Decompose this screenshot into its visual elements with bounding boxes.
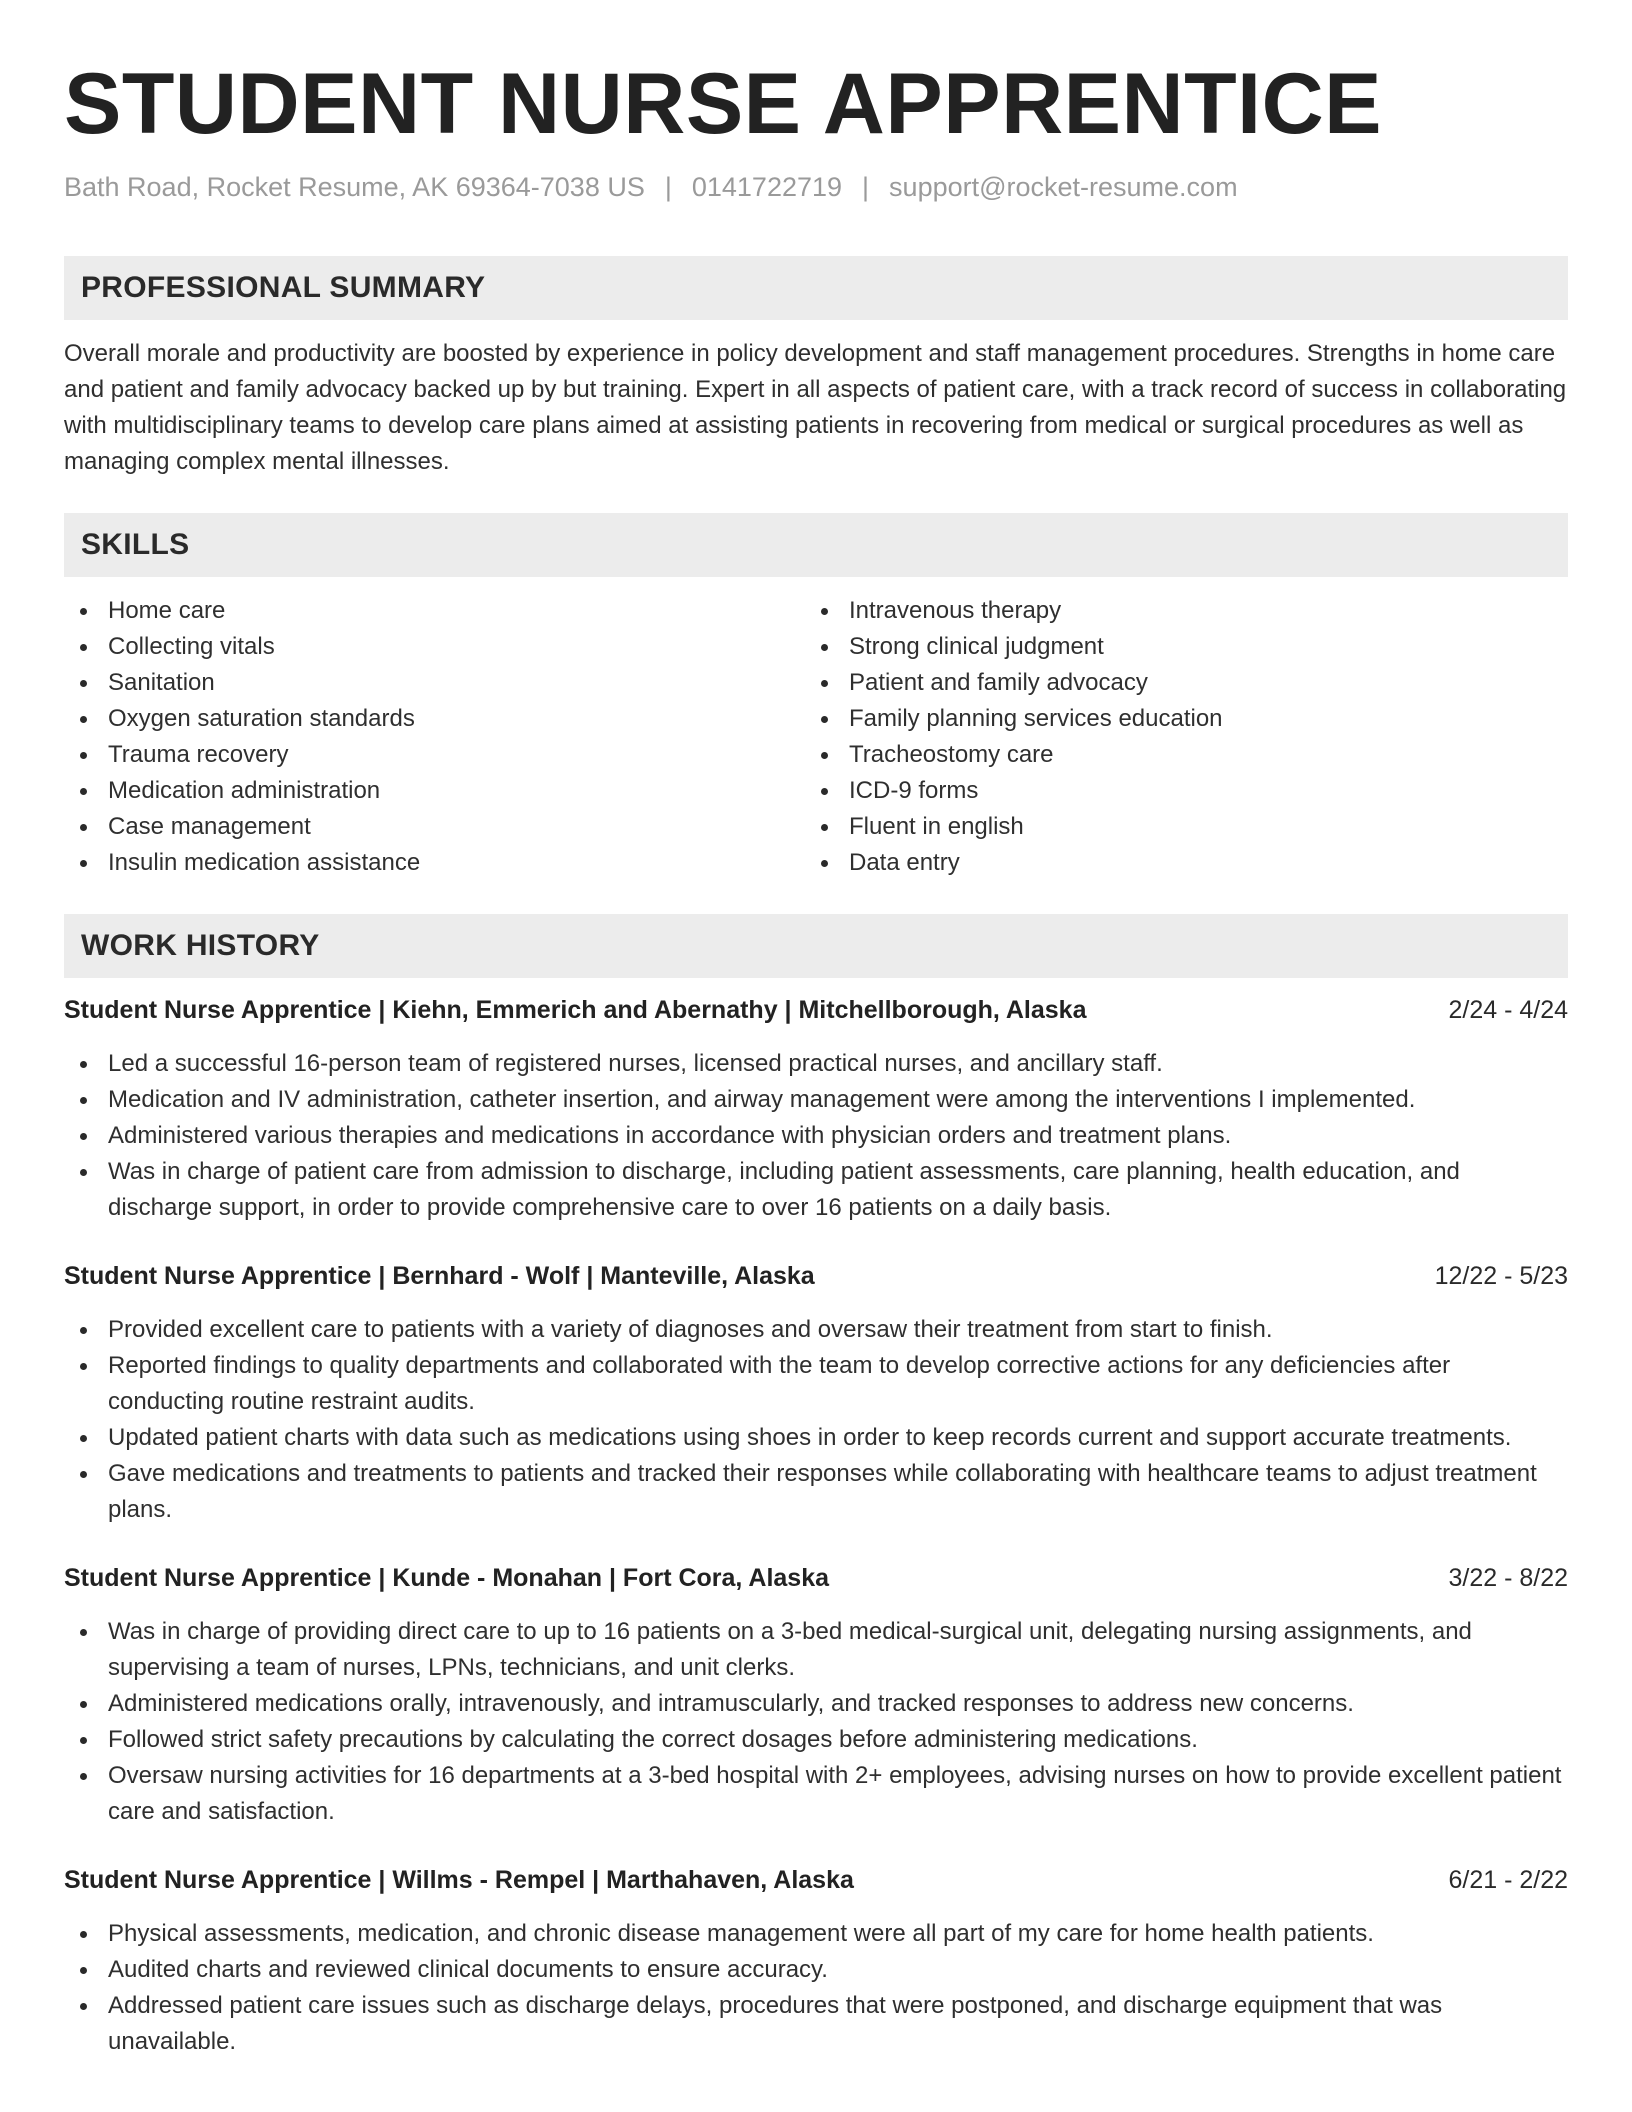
bullet-icon bbox=[821, 788, 828, 795]
bullet-icon bbox=[80, 608, 87, 615]
job-bullets bbox=[64, 1312, 1568, 1528]
job-bullet: Addressed patient care issues such as discharge delays, procedures that were postponed, and discharge equipment that was unavailable. bbox=[64, 1988, 1568, 2060]
bullet-icon bbox=[80, 1169, 87, 1176]
job-entry bbox=[64, 1258, 1568, 1528]
bullet-icon bbox=[80, 1363, 87, 1370]
skill-item: Oxygen saturation standards bbox=[64, 701, 805, 737]
bullet-icon bbox=[821, 752, 828, 759]
bullet-icon bbox=[80, 788, 87, 795]
contact-phone: 0141722719 bbox=[691, 172, 843, 202]
job-bullet: Updated patient charts with data such as medications using shoes in order to keep records current and support accurate treatments. bbox=[64, 1420, 1568, 1456]
job-dates: 3/22 - 8/22 bbox=[1448, 1564, 1568, 1592]
job-bullet: Reported findings to quality departments and collaborated with the team to develop corrective actions for any deficiencies after conducting routine restraint audits. bbox=[64, 1348, 1568, 1420]
job-bullets bbox=[64, 1046, 1568, 1226]
bullet-icon bbox=[80, 716, 87, 723]
skill-item: Family planning services education bbox=[805, 701, 1568, 737]
bullet-icon bbox=[80, 824, 87, 831]
candidate-name: STUDENT NURSE APPRENTICE bbox=[64, 56, 1383, 152]
job-bullet: Gave medications and treatments to patients and tracked their responses while collaborating with healthcare teams to adjust treatment plans. bbox=[64, 1456, 1568, 1528]
job-title: Student Nurse Apprentice | Willms - Rempel | Marthahaven, Alaska bbox=[64, 1866, 854, 1894]
bullet-icon bbox=[80, 1737, 87, 1744]
contact-line bbox=[64, 170, 1568, 204]
skill-item: Trauma recovery bbox=[64, 737, 805, 773]
skill-item: Collecting vitals bbox=[64, 629, 805, 665]
job-header bbox=[64, 1258, 1568, 1294]
skill-item: Data entry bbox=[805, 845, 1568, 881]
job-header bbox=[64, 992, 1568, 1028]
bullet-icon bbox=[821, 716, 828, 723]
bullet-icon bbox=[821, 860, 828, 867]
bullet-icon bbox=[80, 1629, 87, 1636]
skill-item: Case management bbox=[64, 809, 805, 845]
bullet-icon bbox=[80, 1327, 87, 1334]
bullet-icon bbox=[80, 1967, 87, 1974]
bullet-icon bbox=[821, 608, 828, 615]
skill-item: Fluent in english bbox=[805, 809, 1568, 845]
job-title: Student Nurse Apprentice | Kiehn, Emmerich and Abernathy | Mitchellborough, Alaska bbox=[64, 996, 1087, 1024]
skills-list bbox=[64, 593, 1568, 881]
skill-item: Tracheostomy care bbox=[805, 737, 1568, 773]
bullet-icon bbox=[80, 644, 87, 651]
job-header bbox=[64, 1560, 1568, 1596]
bullet-icon bbox=[821, 824, 828, 831]
contact-separator: | bbox=[664, 172, 672, 202]
job-entry bbox=[64, 1862, 1568, 2060]
bullet-icon bbox=[821, 644, 828, 651]
skills-column-right bbox=[805, 593, 1568, 881]
contact-separator: | bbox=[862, 172, 870, 202]
bullet-icon bbox=[80, 1471, 87, 1478]
job-title: Student Nurse Apprentice | Bernhard - Wolf | Manteville, Alaska bbox=[64, 1262, 815, 1290]
skill-item: Insulin medication assistance bbox=[64, 845, 805, 881]
job-bullets bbox=[64, 1614, 1568, 1830]
contact-email: support@rocket-resume.com bbox=[889, 172, 1238, 202]
summary-text: Overall morale and productivity are boosted by experience in policy development and staff management procedures. Strengths in home care and patient and family advocacy backed up by but training. Expert in all aspects of patient care, with a track record of success in collaborating with multidisciplinary teams to develop care plans aimed at assisting patients in recovering from medical or surgical procedures as well as managing complex mental illnesses. bbox=[64, 340, 1567, 475]
skill-item: Sanitation bbox=[64, 665, 805, 701]
job-bullet: Medication and IV administration, catheter insertion, and airway management were among the interventions I implemented. bbox=[64, 1082, 1568, 1118]
bullet-icon bbox=[80, 1931, 87, 1938]
section-heading-work-history: WORK HISTORY bbox=[64, 914, 1568, 978]
contact-address: Bath Road, Rocket Resume, AK 69364-7038 US bbox=[64, 172, 645, 202]
skill-item: Patient and family advocacy bbox=[805, 665, 1568, 701]
bullet-icon bbox=[80, 1097, 87, 1104]
skills-column-left bbox=[64, 593, 805, 881]
job-header bbox=[64, 1862, 1568, 1898]
bullet-icon bbox=[80, 1435, 87, 1442]
section-heading-summary: PROFESSIONAL SUMMARY bbox=[64, 256, 1568, 320]
bullet-icon bbox=[821, 680, 828, 687]
skill-item: ICD-9 forms bbox=[805, 773, 1568, 809]
bullet-icon bbox=[80, 1061, 87, 1068]
bullet-icon bbox=[80, 1773, 87, 1780]
job-bullet: Led a successful 16-person team of registered nurses, licensed practical nurses, and ancillary staff. bbox=[64, 1046, 1568, 1082]
job-bullet: Oversaw nursing activities for 16 departments at a 3-bed hospital with 2+ employees, advising nurses on how to provide excellent patient care and satisfaction. bbox=[64, 1758, 1568, 1830]
job-entry bbox=[64, 992, 1568, 1226]
skill-item: Home care bbox=[64, 593, 805, 629]
job-dates: 2/24 - 4/24 bbox=[1448, 996, 1568, 1024]
job-bullet: Physical assessments, medication, and chronic disease management were all part of my care for home health patients. bbox=[64, 1916, 1568, 1952]
bullet-icon bbox=[80, 1701, 87, 1708]
job-dates: 12/22 - 5/23 bbox=[1434, 1262, 1568, 1290]
skill-item: Medication administration bbox=[64, 773, 805, 809]
bullet-icon bbox=[80, 680, 87, 687]
job-bullet: Was in charge of patient care from admission to discharge, including patient assessments, care planning, health education, and discharge support, in order to provide comprehensive care to over 16 patients on a daily basis. bbox=[64, 1154, 1568, 1226]
skill-item: Intravenous therapy bbox=[805, 593, 1568, 629]
job-bullet: Followed strict safety precautions by calculating the correct dosages before administering medications. bbox=[64, 1722, 1568, 1758]
job-title: Student Nurse Apprentice | Kunde - Monahan | Fort Cora, Alaska bbox=[64, 1564, 830, 1592]
job-dates: 6/21 - 2/22 bbox=[1448, 1866, 1568, 1894]
job-bullets bbox=[64, 1916, 1568, 2060]
job-bullet: Administered various therapies and medications in accordance with physician orders and treatment plans. bbox=[64, 1118, 1568, 1154]
job-bullet: Was in charge of providing direct care to up to 16 patients on a 3-bed medical-surgical unit, delegating nursing assignments, and supervising a team of nurses, LPNs, technicians, and unit clerks. bbox=[64, 1614, 1568, 1686]
job-bullet: Audited charts and reviewed clinical documents to ensure accuracy. bbox=[64, 1952, 1568, 1988]
job-entry bbox=[64, 1560, 1568, 1830]
bullet-icon bbox=[80, 860, 87, 867]
bullet-icon bbox=[80, 2003, 87, 2010]
skill-item: Strong clinical judgment bbox=[805, 629, 1568, 665]
bullet-icon bbox=[80, 752, 87, 759]
bullet-icon bbox=[80, 1133, 87, 1140]
section-heading-skills: SKILLS bbox=[64, 513, 1568, 577]
job-bullet: Provided excellent care to patients with a variety of diagnoses and oversaw their treatment from start to finish. bbox=[64, 1312, 1568, 1348]
job-bullet: Administered medications orally, intravenously, and intramuscularly, and tracked responses to address new concerns. bbox=[64, 1686, 1568, 1722]
